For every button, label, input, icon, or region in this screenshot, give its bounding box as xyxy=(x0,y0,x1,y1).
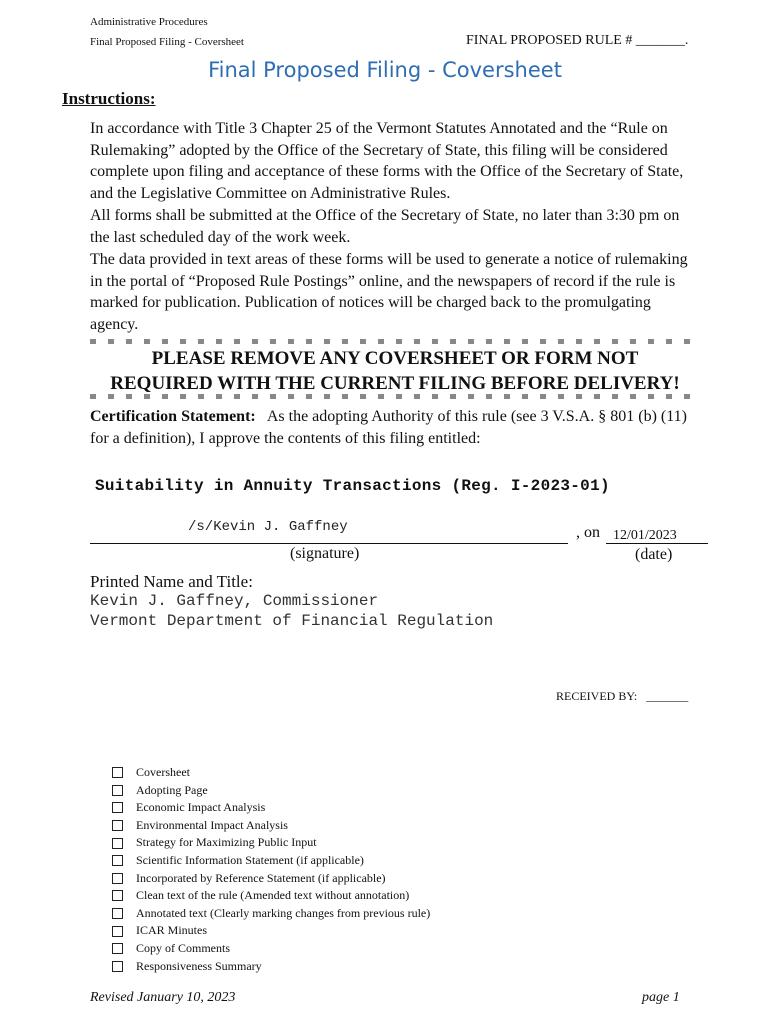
warning-line-2: REQUIRED WITH THE CURRENT FILING BEFORE DELIVERY! xyxy=(110,373,680,394)
checklist-item xyxy=(112,834,430,852)
checkbox[interactable] xyxy=(112,943,123,954)
certification-statement xyxy=(90,406,702,449)
checklist-item xyxy=(112,799,430,817)
footer-revised: Revised January 10, 2023 xyxy=(90,990,236,1005)
checkbox[interactable] xyxy=(112,820,123,831)
checklist-label: Coversheet xyxy=(136,765,190,779)
checklist-item xyxy=(112,817,430,835)
signature-caption: (signature) xyxy=(290,545,360,562)
checklist-label: Copy of Comments xyxy=(136,940,231,955)
checklist-label: Adopting Page xyxy=(136,782,208,797)
checklist-item xyxy=(112,922,430,940)
checklist-label: Strategy for Maximizing Public Input xyxy=(136,835,317,850)
printed-name-label: Printed Name and Title: xyxy=(90,572,253,591)
date-line xyxy=(606,543,708,544)
instructions-paragraph-3: The data provided in text areas of these forms will be used to generate a notice of rulemaking in the portal of “Proposed Rule Postings” online, and the newspapers of record if the rule is marked for publication. Publication of notices will be charged back to the promulgating agency. xyxy=(90,251,688,333)
checklist-item xyxy=(112,887,430,905)
checkbox[interactable] xyxy=(112,873,123,884)
page-title: Final Proposed Filing - Coversheet xyxy=(208,58,562,82)
printed-name: Kevin J. Gaffney, Commissioner xyxy=(90,592,379,610)
checklist-label: Clean text of the rule (Amended text without annotation) xyxy=(136,888,410,903)
warning-line-1: PLEASE REMOVE ANY COVERSHEET OR FORM NOT xyxy=(151,348,639,369)
header-filing-name: Final Proposed Filing - Coversheet xyxy=(90,36,244,48)
checklist-item xyxy=(112,958,430,976)
checklist-item xyxy=(112,782,430,800)
checkbox[interactable] xyxy=(112,767,123,778)
instructions-heading: Instructions: xyxy=(62,89,156,108)
checkbox[interactable] xyxy=(112,890,123,901)
instructions-paragraph-2: All forms shall be submitted at the Office of the Secretary of State, no later than 3:30 pm on the last scheduled day of the work week. xyxy=(90,207,680,246)
checklist-label: Incorporated by Reference Statement (if applicable) xyxy=(136,870,386,885)
checkbox[interactable] xyxy=(112,908,123,919)
checkbox[interactable] xyxy=(112,785,123,796)
document-checklist xyxy=(112,764,430,975)
checklist-label: Economic Impact Analysis xyxy=(136,800,266,815)
date-caption: (date) xyxy=(635,546,673,563)
checklist-label: Environmental Impact Analysis xyxy=(136,817,288,832)
checkbox[interactable] xyxy=(112,961,123,972)
dashed-divider-bottom xyxy=(90,394,702,399)
printed-department: Vermont Department of Financial Regulation xyxy=(90,612,494,630)
checklist-item xyxy=(112,870,430,888)
checklist-item xyxy=(112,940,430,958)
checklist-item xyxy=(112,905,430,923)
on-label: , on xyxy=(576,524,600,541)
footer-page-number: page 1 xyxy=(642,990,680,1005)
instructions-paragraph-1: In accordance with Title 3 Chapter 25 of the Vermont Statutes Annotated and the “Rule on Rulemaking” adopted by the Office of the Secretary of State, this filing will be considered complete upon filing and acceptance of these forms with the Office of the Secretary of State, and the Legislative Committee on Administrative Rules. xyxy=(90,120,684,202)
checklist-label: Annotated text (Clearly marking changes from previous rule) xyxy=(136,905,431,920)
signature-line xyxy=(90,543,568,544)
date-value: 12/01/2023 xyxy=(613,528,677,543)
header-rule-number: FINAL PROPOSED RULE # _______. xyxy=(466,33,689,48)
checklist-label: ICAR Minutes xyxy=(136,923,208,938)
checklist-item xyxy=(112,764,430,782)
checklist-label: Scientific Information Statement (if applicable) xyxy=(136,852,364,867)
checkbox[interactable] xyxy=(112,838,123,849)
checkbox[interactable] xyxy=(112,926,123,937)
certification-text: As the adopting Authority of this rule (see 3 V.S.A. § 801 (b) (11) for a definition), I approve the contents of this filing entitled: xyxy=(90,408,687,447)
signature-value: /s/Kevin J. Gaffney xyxy=(188,519,348,535)
checkbox[interactable] xyxy=(112,855,123,866)
dashed-divider-top xyxy=(90,339,702,344)
certification-label: Certification Statement: xyxy=(90,408,256,425)
checkbox[interactable] xyxy=(112,802,123,813)
checklist-item xyxy=(112,852,430,870)
checklist-label: Responsiveness Summary xyxy=(136,958,262,973)
header-admin-procedures: Administrative Procedures xyxy=(90,16,208,28)
rule-title: Suitability in Annuity Transactions (Reg. I-2023-01) xyxy=(95,477,610,495)
received-by: RECEIVED BY: _______ xyxy=(556,689,689,703)
